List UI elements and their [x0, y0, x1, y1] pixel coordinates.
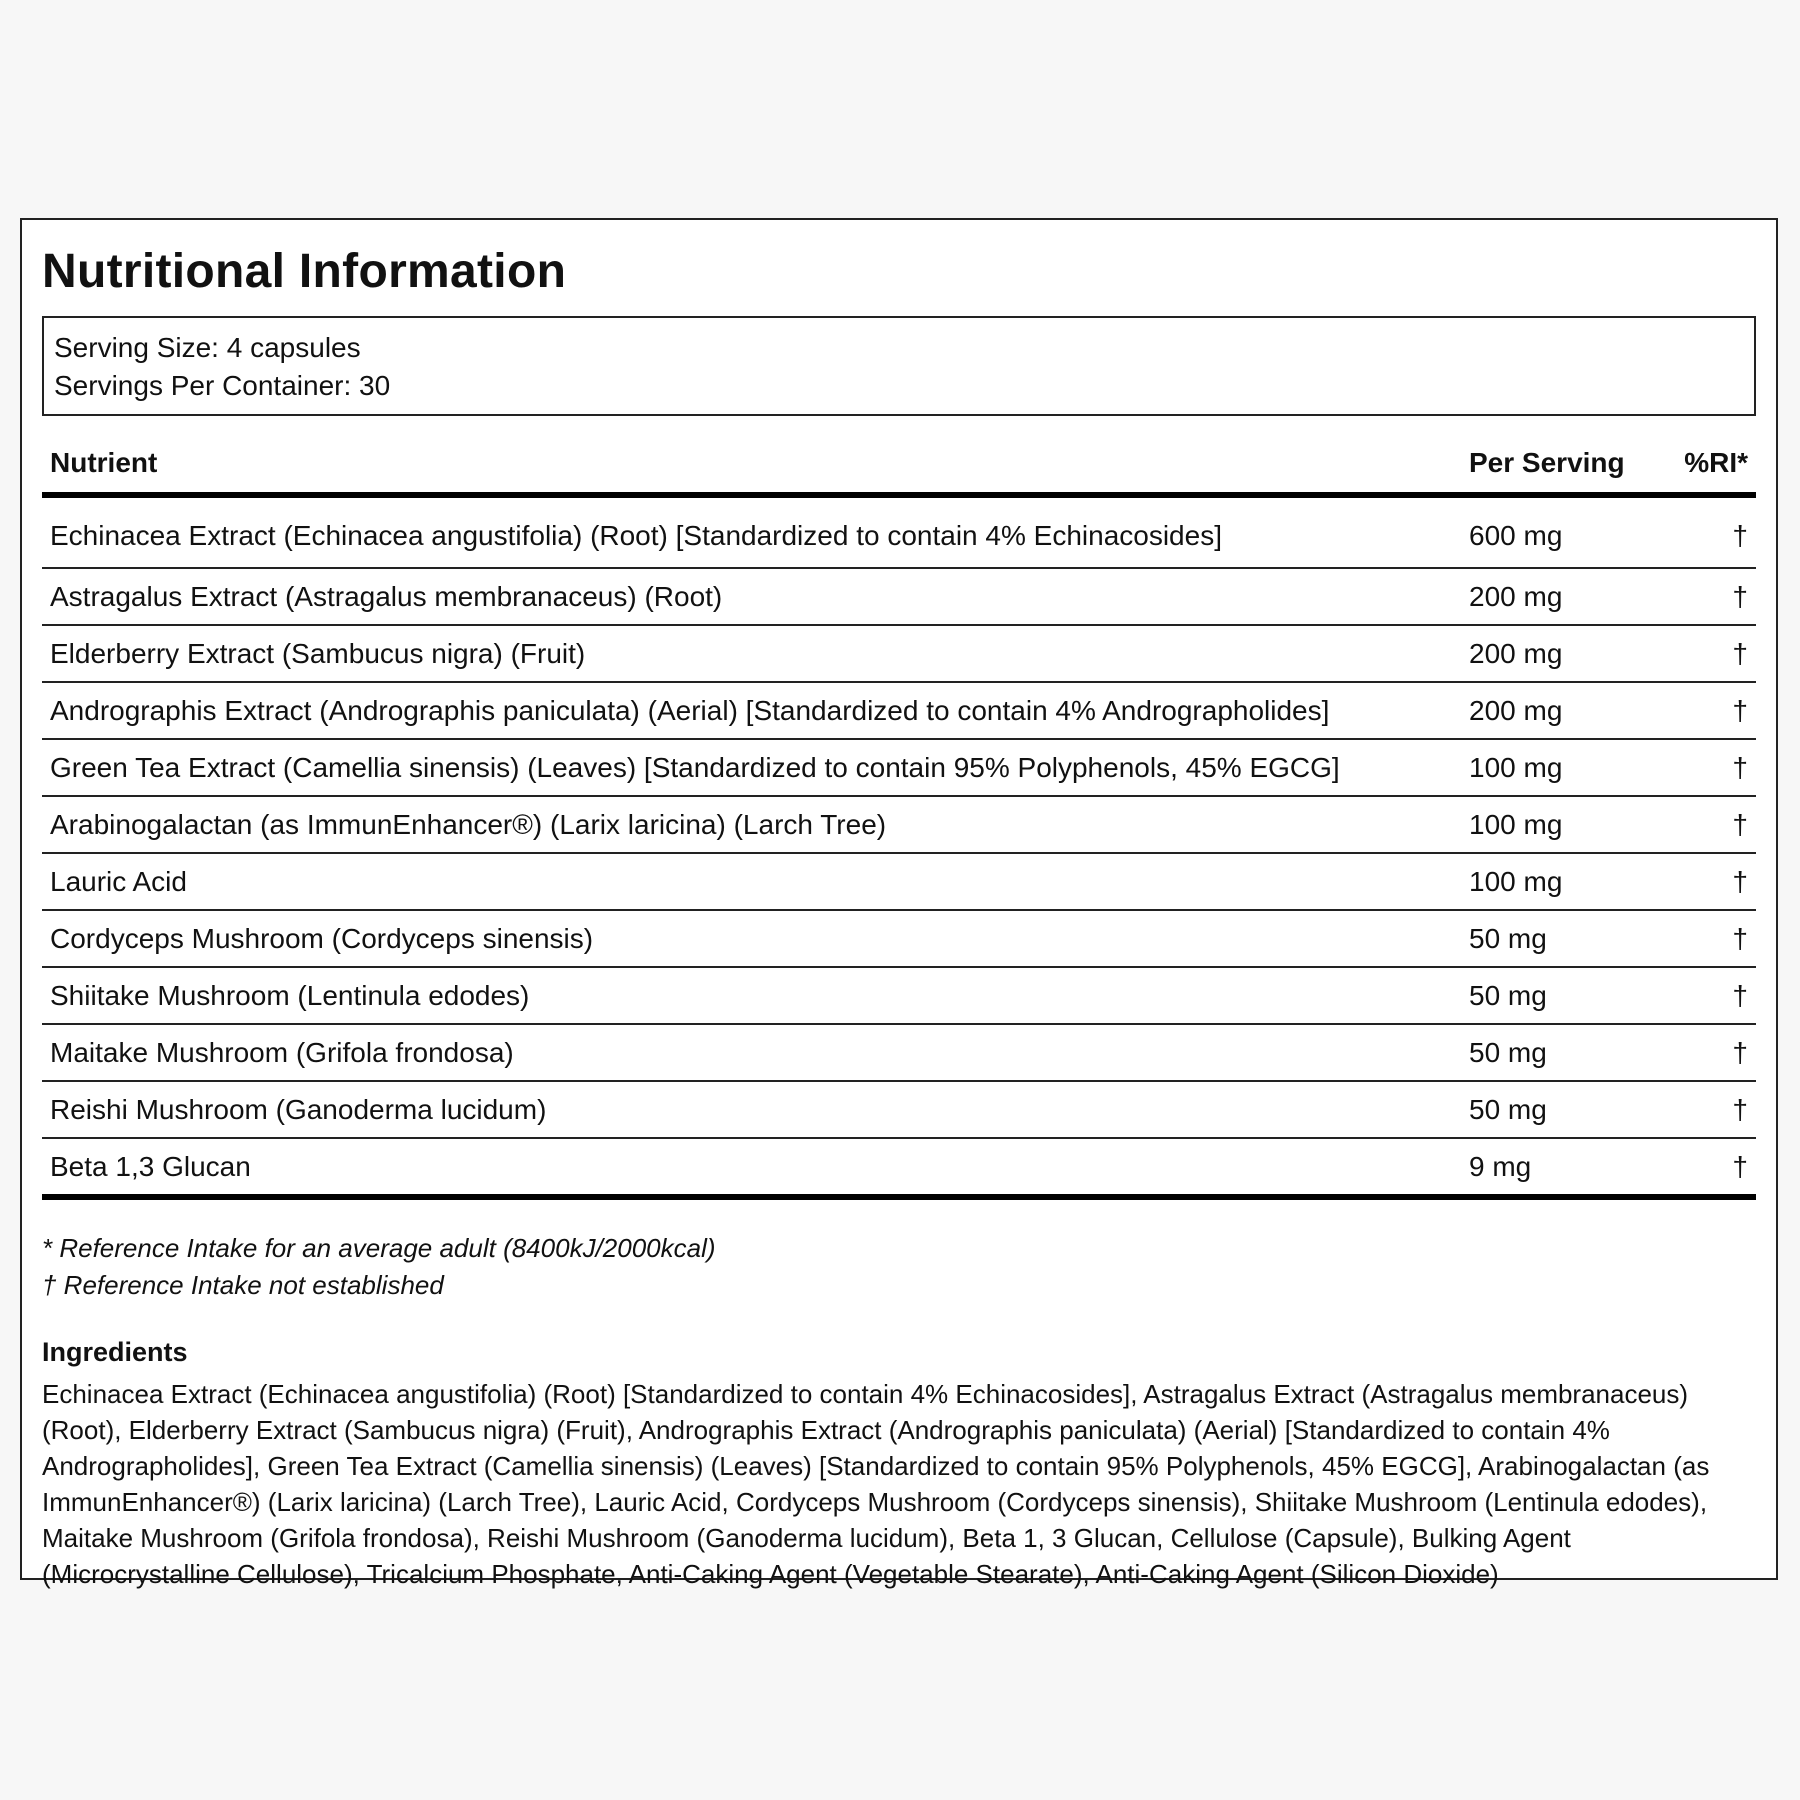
table-row: [42, 1081, 1756, 1138]
nutrient-ri: †: [1652, 1024, 1756, 1081]
nutrient-amount: 200 mg: [1461, 625, 1652, 682]
serving-size: Serving Size: 4 capsules: [54, 332, 361, 363]
nutrient-name: Green Tea Extract (Camellia sinensis) (Leaves) [Standardized to contain 95% Polyphenols, 45% EGCG]: [42, 739, 1461, 796]
table-row: [42, 796, 1756, 853]
nutrient-amount: 600 mg: [1461, 495, 1652, 568]
nutrient-ri: †: [1652, 625, 1756, 682]
nutrient-ri: †: [1652, 682, 1756, 739]
nutrient-name: Cordyceps Mushroom (Cordyceps sinensis): [42, 910, 1461, 967]
page-title: Nutritional Information: [42, 245, 567, 298]
nutrient-ri: †: [1652, 1138, 1756, 1197]
nutrient-ri: †: [1652, 910, 1756, 967]
nutrient-table: [42, 438, 1756, 1200]
footnote-not-established: † Reference Intake not established: [42, 1270, 444, 1300]
nutrient-amount: 50 mg: [1461, 910, 1652, 967]
nutrient-amount: 100 mg: [1461, 739, 1652, 796]
nutrient-amount: 200 mg: [1461, 568, 1652, 625]
table-row: [42, 1138, 1756, 1197]
nutrient-ri: †: [1652, 967, 1756, 1024]
nutrient-amount: 50 mg: [1461, 1081, 1652, 1138]
table-row: [42, 910, 1756, 967]
nutrient-amount: 200 mg: [1461, 682, 1652, 739]
table-row: [42, 625, 1756, 682]
nutrient-ri: †: [1652, 1081, 1756, 1138]
ingredients-heading: Ingredients: [42, 1337, 188, 1367]
nutrient-name: Andrographis Extract (Andrographis paniculata) (Aerial) [Standardized to contain 4% Andrographolides]: [42, 682, 1461, 739]
nutrient-amount: 50 mg: [1461, 1024, 1652, 1081]
table-row: [42, 739, 1756, 796]
nutrient-name: Shiitake Mushroom (Lentinula edodes): [42, 967, 1461, 1024]
nutrient-amount: 9 mg: [1461, 1138, 1652, 1197]
header-ri: %RI*: [1652, 438, 1756, 495]
nutrient-ri: †: [1652, 796, 1756, 853]
table-row: [42, 495, 1756, 568]
nutrient-name: Reishi Mushroom (Ganoderma lucidum): [42, 1081, 1461, 1138]
nutrient-name: Beta 1,3 Glucan: [42, 1138, 1461, 1197]
nutrient-name: Maitake Mushroom (Grifola frondosa): [42, 1024, 1461, 1081]
table-row: [42, 682, 1756, 739]
nutrient-ri: †: [1652, 495, 1756, 568]
nutrient-name: Elderberry Extract (Sambucus nigra) (Fruit): [42, 625, 1461, 682]
nutrient-ri: †: [1652, 739, 1756, 796]
table-row: [42, 568, 1756, 625]
header-nutrient: Nutrient: [42, 438, 1461, 495]
table-row: [42, 853, 1756, 910]
nutrition-panel: [20, 218, 1778, 1589]
footnote-reference-intake: * Reference Intake for an average adult (8400kJ/2000kcal): [42, 1233, 716, 1263]
nutrient-name: Echinacea Extract (Echinacea angustifolia) (Root) [Standardized to contain 4% Echinacosides]: [42, 495, 1461, 568]
nutrient-ri: †: [1652, 853, 1756, 910]
table-row: [42, 1024, 1756, 1081]
nutrient-name: Astragalus Extract (Astragalus membranaceus) (Root): [42, 568, 1461, 625]
servings-per-container: Servings Per Container: 30: [54, 370, 391, 401]
nutrient-amount: 100 mg: [1461, 853, 1652, 910]
nutrient-name: Lauric Acid: [42, 853, 1461, 910]
ingredients-text: Echinacea Extract (Echinacea angustifolia) (Root) [Standardized to contain 4% Echinacosides], Astragalus Extract (Astragalus membranaceus) (Root), Elderberry Extract (Sambucus nigra) (Fruit), Andrographis Extract (Andrographis paniculata) (Aerial) [Standardized to contain 4% Andrographolides], Green Tea Extract (Camellia sinensis) (Leaves) [Standardized to contain 95% Polyphenols, 45% EGCG], Arabinogalactan (as ImmunEnhancer®) (Larix laricina) (Larch Tree), Lauric Acid, Cordyceps Mushroom (Cordyceps sinensis), Shiitake Mushroom (Lentinula edodes), Maitake Mushroom (Grifola frondosa), Reishi Mushroom (Ganoderma lucidum), Beta 1, 3 Glucan, Cellulose (Capsule), Bulking Agent (Microcrystalline Cellulose), Tricalcium Phosphate, Anti-Caking Agent (Vegetable Stearate), Anti-Caking Agent (Silicon Dioxide): [42, 1379, 1710, 1589]
nutrient-amount: 50 mg: [1461, 967, 1652, 1024]
nutrient-amount: 100 mg: [1461, 796, 1652, 853]
table-header-row: [42, 438, 1756, 495]
serving-info-box: [42, 316, 1756, 416]
nutrient-ri: †: [1652, 568, 1756, 625]
table-row: [42, 967, 1756, 1024]
nutrient-name: Arabinogalactan (as ImmunEnhancer®) (Larix laricina) (Larch Tree): [42, 796, 1461, 853]
footnotes: [42, 1230, 1756, 1304]
header-per-serving: Per Serving: [1461, 438, 1652, 495]
